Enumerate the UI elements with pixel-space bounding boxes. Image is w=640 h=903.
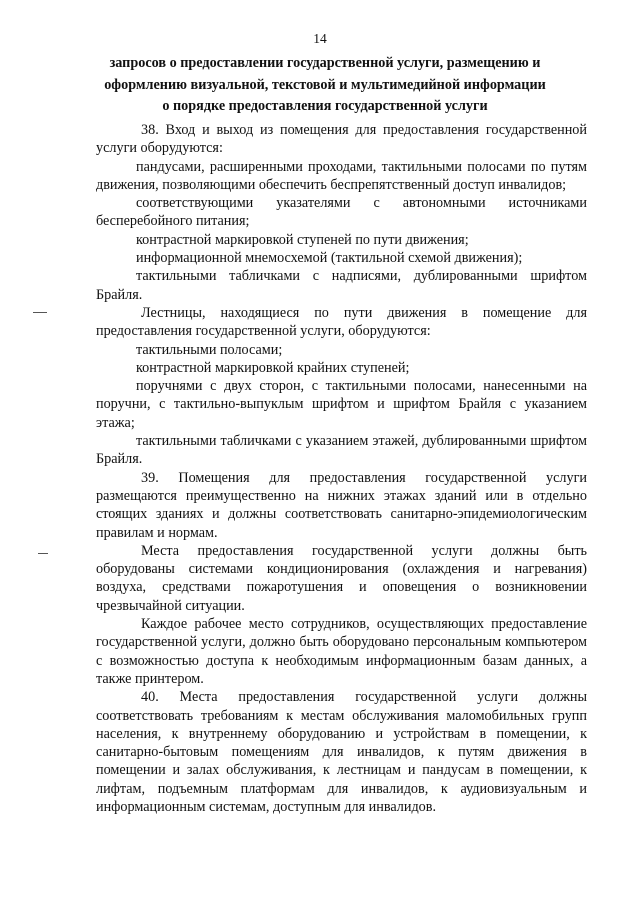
- section-heading: [92, 53, 558, 118]
- list-item: контрастной маркировкой ступеней по пути движения;: [136, 231, 469, 248]
- paragraph: 39. Помещения для предоставления государственной услуги размещаются преимущественно на нижних этажах зданий или в отдельно стоящих зданиях и должны соответствовать санитарно-эпидемиологическим правилам и нормам.: [96, 469, 587, 541]
- paragraph: Каждое рабочее место сотрудников, осуществляющих предоставление государственной услуги, должно быть оборудовано персональным компьютером с возможностью доступа к необходимым информационным базам данных, а также принтером.: [96, 616, 587, 687]
- paragraph: Места предоставления государственной услуги должны быть оборудованы системами кондиционирования (охлаждения и нагревания) воздуха, средствами пожаротушения и оповещения о возникновении чрезвычайной ситуации.: [96, 542, 587, 614]
- paragraph: Лестницы, находящиеся по пути движения в помещение для предоставления государственной услуги, оборудуются:: [96, 304, 587, 340]
- heading-line: о порядке предоставления государственной услуги: [162, 98, 488, 114]
- list-item: информационной мнемосхемой (тактильной схемой движения);: [136, 250, 523, 267]
- heading-line: запросов о предоставлении государственной услуги, размещению и: [109, 55, 541, 71]
- list-item: пандусами, расширенными проходами, тактильными полосами по путям движения, позволяющими обеспечить беспрепятственный доступ инвалидов;: [96, 158, 587, 193]
- list-item: соответствующими указателями с автономными источниками бесперебойного питания;: [96, 195, 587, 230]
- body-text: [96, 121, 587, 816]
- heading-line: оформлению визуальной, текстовой и мультимедийной информации: [104, 76, 546, 93]
- scan-mark: [33, 312, 47, 313]
- list-item: поручнями с двух сторон, с тактильными полосами, нанесенными на поручни, с тактильно-выпуклым шрифтом и шрифтом Брайля с указанием этажа;: [96, 378, 587, 431]
- list-item: тактильными табличками с надписями, дублированными шрифтом Брайля.: [96, 268, 587, 303]
- page-number: 14: [313, 31, 327, 46]
- list-item: контрастной маркировкой крайних ступеней;: [136, 359, 410, 376]
- paragraph: 38. Вход и выход из помещения для предоставления государственной услуги оборудуются:: [96, 122, 587, 157]
- list-item: тактильными табличками с указанием этажей, дублированными шрифтом Брайля.: [96, 433, 587, 468]
- paragraph: 40. Места предоставления государственной услуги должны соответствовать требованиям к местам обслуживания маломобильных групп населения, к внутреннему оборудованию и устройствам в помещении, к санитарно-бытовым помещениям для инвалидов, к путям движения в помещении и залах обслуживания, к лестницам и пандусам в помещении, к лифтам, подъемным платформам для инвалидов, к аудиовизуальным и информационным системам, доступным для инвалидов.: [96, 689, 587, 815]
- list-item: тактильными полосами;: [136, 341, 283, 358]
- scan-mark: [38, 553, 48, 554]
